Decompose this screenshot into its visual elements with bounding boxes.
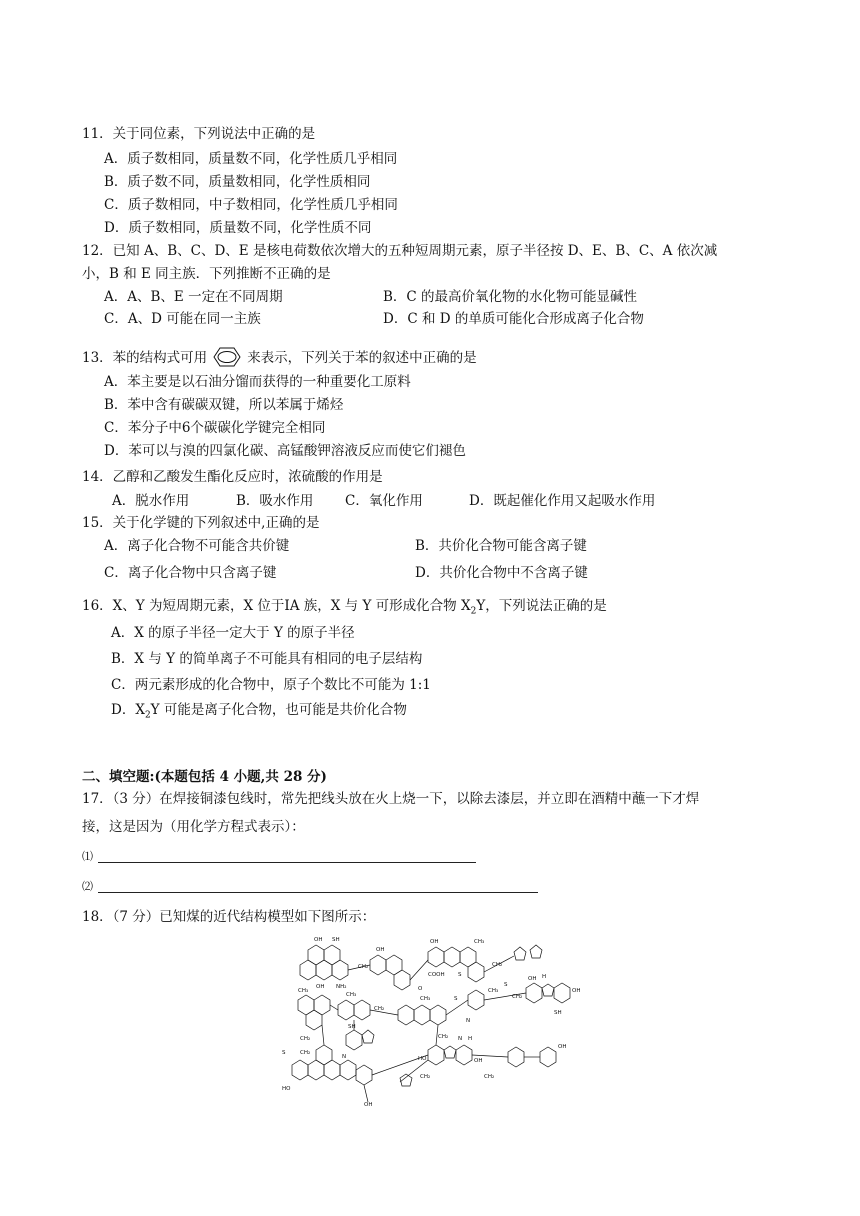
label-ch3-3: CH₃ — [298, 988, 309, 994]
label-ch2-6: CH₂ — [300, 1050, 311, 1056]
q13-stem-after: 来表示，下列关于苯的叙述中正确的是 — [247, 350, 477, 366]
q16-option-c: C．两元素形成的化合物中，原子个数比不可能为 1:1 — [111, 677, 431, 693]
label-s-4: S — [282, 1050, 286, 1056]
q16-stem — [82, 597, 607, 621]
label-ch2-8: CH₂ — [420, 1074, 431, 1080]
q14-option-c: C．氧化作用 — [345, 493, 423, 509]
q16-option-a: A．X 的原子半径一定大于 Y 的原子半径 — [111, 625, 355, 641]
coal-structure-diagram — [278, 930, 590, 1126]
q14-option-a: A．脱水作用 — [112, 493, 190, 509]
q16-option-d-before: D．X — [111, 702, 145, 718]
q16-option-b: B．X 与 Y 的简单离子不可能具有相同的电子层结构 — [111, 651, 423, 667]
q11-option-a: A．质子数相同，质量数不同，化学性质几乎相同 — [104, 151, 398, 167]
q17-answer-blank-1[interactable] — [98, 862, 476, 863]
section-2-title: 二、填空题:(本题包括 4 小题,共 28 分) — [82, 769, 327, 785]
label-sh-3: SH — [348, 1024, 356, 1030]
q14-option-d: D．既起催化作用又起吸水作用 — [469, 493, 656, 509]
q13-option-a: A．苯主要是以石油分馏而获得的一种重要化工原料 — [104, 374, 411, 390]
label-sh-1: SH — [332, 937, 340, 943]
label-oh-8: OH — [474, 1058, 483, 1064]
q12-stem-line2: 小，B 和 E 同主族．下列推断不正确的是 — [82, 266, 331, 282]
q12-stem-line1: 12．已知 A、B、C、D、E 是核电荷数依次增大的五种短周期元素，原子半径按 D、E、B、C、A 依次减 — [82, 243, 718, 259]
label-s-2: S — [504, 982, 508, 988]
label-ch2-9: CH₂ — [484, 1074, 495, 1080]
label-s-1: S — [458, 972, 462, 978]
q15-option-d: D．共价化合物中不含离子键 — [415, 565, 588, 581]
q11-option-b: B．质子数不同，质量数相同，化学性质相同 — [104, 174, 371, 190]
label-n-1: N — [466, 1018, 471, 1024]
q17-blank2-label: ⑵ — [82, 880, 93, 893]
label-oh-1: OH — [314, 937, 323, 943]
molecular-rings — [292, 945, 570, 1102]
label-oh-2: OH — [316, 984, 325, 990]
q13-stem-before: 13．苯的结构式可用 — [82, 350, 208, 366]
label-ch2-4: CH₂ — [374, 1006, 385, 1012]
label-nh2-1: NH₂ — [336, 984, 347, 990]
label-oh-5: OH — [528, 976, 537, 982]
label-ch2-7: CH₂ — [438, 1034, 449, 1040]
q13-option-b: B．苯中含有碳碳双键，所以苯属于烯烃 — [104, 397, 344, 413]
label-ch3-2: CH₃ — [488, 988, 499, 994]
label-cooh-1: COOH — [428, 972, 445, 978]
q12-option-a: A．A、B、E 一定在不同周期 — [104, 289, 283, 305]
label-ch2-3: CH₂ — [512, 994, 523, 1000]
label-s-3: S — [454, 996, 458, 1002]
label-n-3: N — [458, 1036, 463, 1042]
label-oh-4: OH — [430, 939, 439, 945]
label-oh-7: OH — [364, 1102, 373, 1108]
q17-line1: 17．（3 分）在焊接铜漆包线时，常先把线头放在火上烧一下，以除去漆层，并立即在酒精中蘸一下才焊 — [82, 791, 700, 807]
atom-labels — [282, 937, 580, 1108]
q16-option-d-subscript: 2 — [144, 710, 151, 721]
q12-option-d: D．C 和 D 的单质可能化合形成离子化合物 — [383, 311, 644, 327]
q13-stem — [82, 347, 477, 367]
label-ch3-1: CH₃ — [474, 939, 485, 945]
q11-option-d: D．质子数相同，质量数不同，化学性质不同 — [104, 220, 372, 236]
label-oh-3: OH — [376, 947, 385, 953]
q14-option-b: B．吸水作用 — [236, 493, 314, 509]
q15-stem: 15．关于化学键的下列叙述中,正确的是 — [82, 515, 320, 531]
q16-stem-after: Y，下列说法正确的是 — [476, 598, 607, 614]
q16-option-d-after: Y 可能是离子化合物，也可能是共价化合物 — [150, 702, 407, 718]
q13-option-c: C．苯分子中6个碳碳化学键完全相同 — [104, 420, 326, 436]
label-ch3-5: CH₃ — [420, 996, 431, 1002]
q16-option-d — [111, 701, 407, 725]
q16-stem-before: 16．X、Y 为短周期元素，X 位于ⅠA 族，X 与 Y 可形成化合物 X — [82, 598, 471, 614]
q15-option-c: C．离子化合物中只含离子键 — [104, 565, 277, 581]
q15-option-a: A．离子化合物不可能含共价键 — [104, 538, 290, 554]
label-h-2: H — [468, 1036, 473, 1042]
label-o-1: O — [418, 986, 423, 992]
q18-stem: 18．（7 分）已知煤的近代结构模型如下图所示： — [82, 909, 376, 925]
q14-stem: 14．乙醇和乙酸发生酯化反应时，浓硫酸的作用是 — [82, 469, 383, 485]
q17-blank1-label: ⑴ — [82, 850, 93, 863]
q11-option-c: C．质子数相同，中子数相同，化学性质几乎相同 — [104, 197, 398, 213]
label-oh-9: OH — [558, 1044, 567, 1050]
q17-answer-blank-2[interactable] — [98, 892, 538, 893]
q12-option-c: C．A、D 可能在同一主族 — [104, 311, 261, 327]
label-ch3-4: CH₃ — [346, 992, 357, 998]
label-ch2-2: CH₂ — [492, 962, 503, 968]
q16-stem-subscript: 2 — [470, 606, 477, 617]
q11-stem: 11．关于同位素，下列说法中正确的是 — [82, 126, 316, 142]
label-sh-2: SH — [554, 1010, 562, 1016]
label-ch2-1: CH₂ — [358, 964, 369, 970]
label-ho-2: HO — [418, 1056, 427, 1062]
q15-option-b: B．共价化合物可能含离子键 — [415, 538, 587, 554]
q12-option-b: B．C 的最高价氧化物的水化物可能显碱性 — [383, 289, 638, 305]
label-ch2-5: CH₂ — [300, 1036, 311, 1042]
label-n-2: N — [342, 1054, 347, 1060]
label-oh-6: OH — [572, 988, 581, 994]
benzene-ring-icon — [208, 347, 246, 367]
label-ho-1: HO — [282, 1086, 291, 1092]
label-h-1: H — [542, 974, 547, 980]
q13-option-d: D．苯可以与溴的四氯化碳、高锰酸钾溶液反应而使它们褪色 — [104, 443, 466, 459]
q17-line2: 接，这是因为（用化学方程式表示）： — [82, 819, 305, 835]
